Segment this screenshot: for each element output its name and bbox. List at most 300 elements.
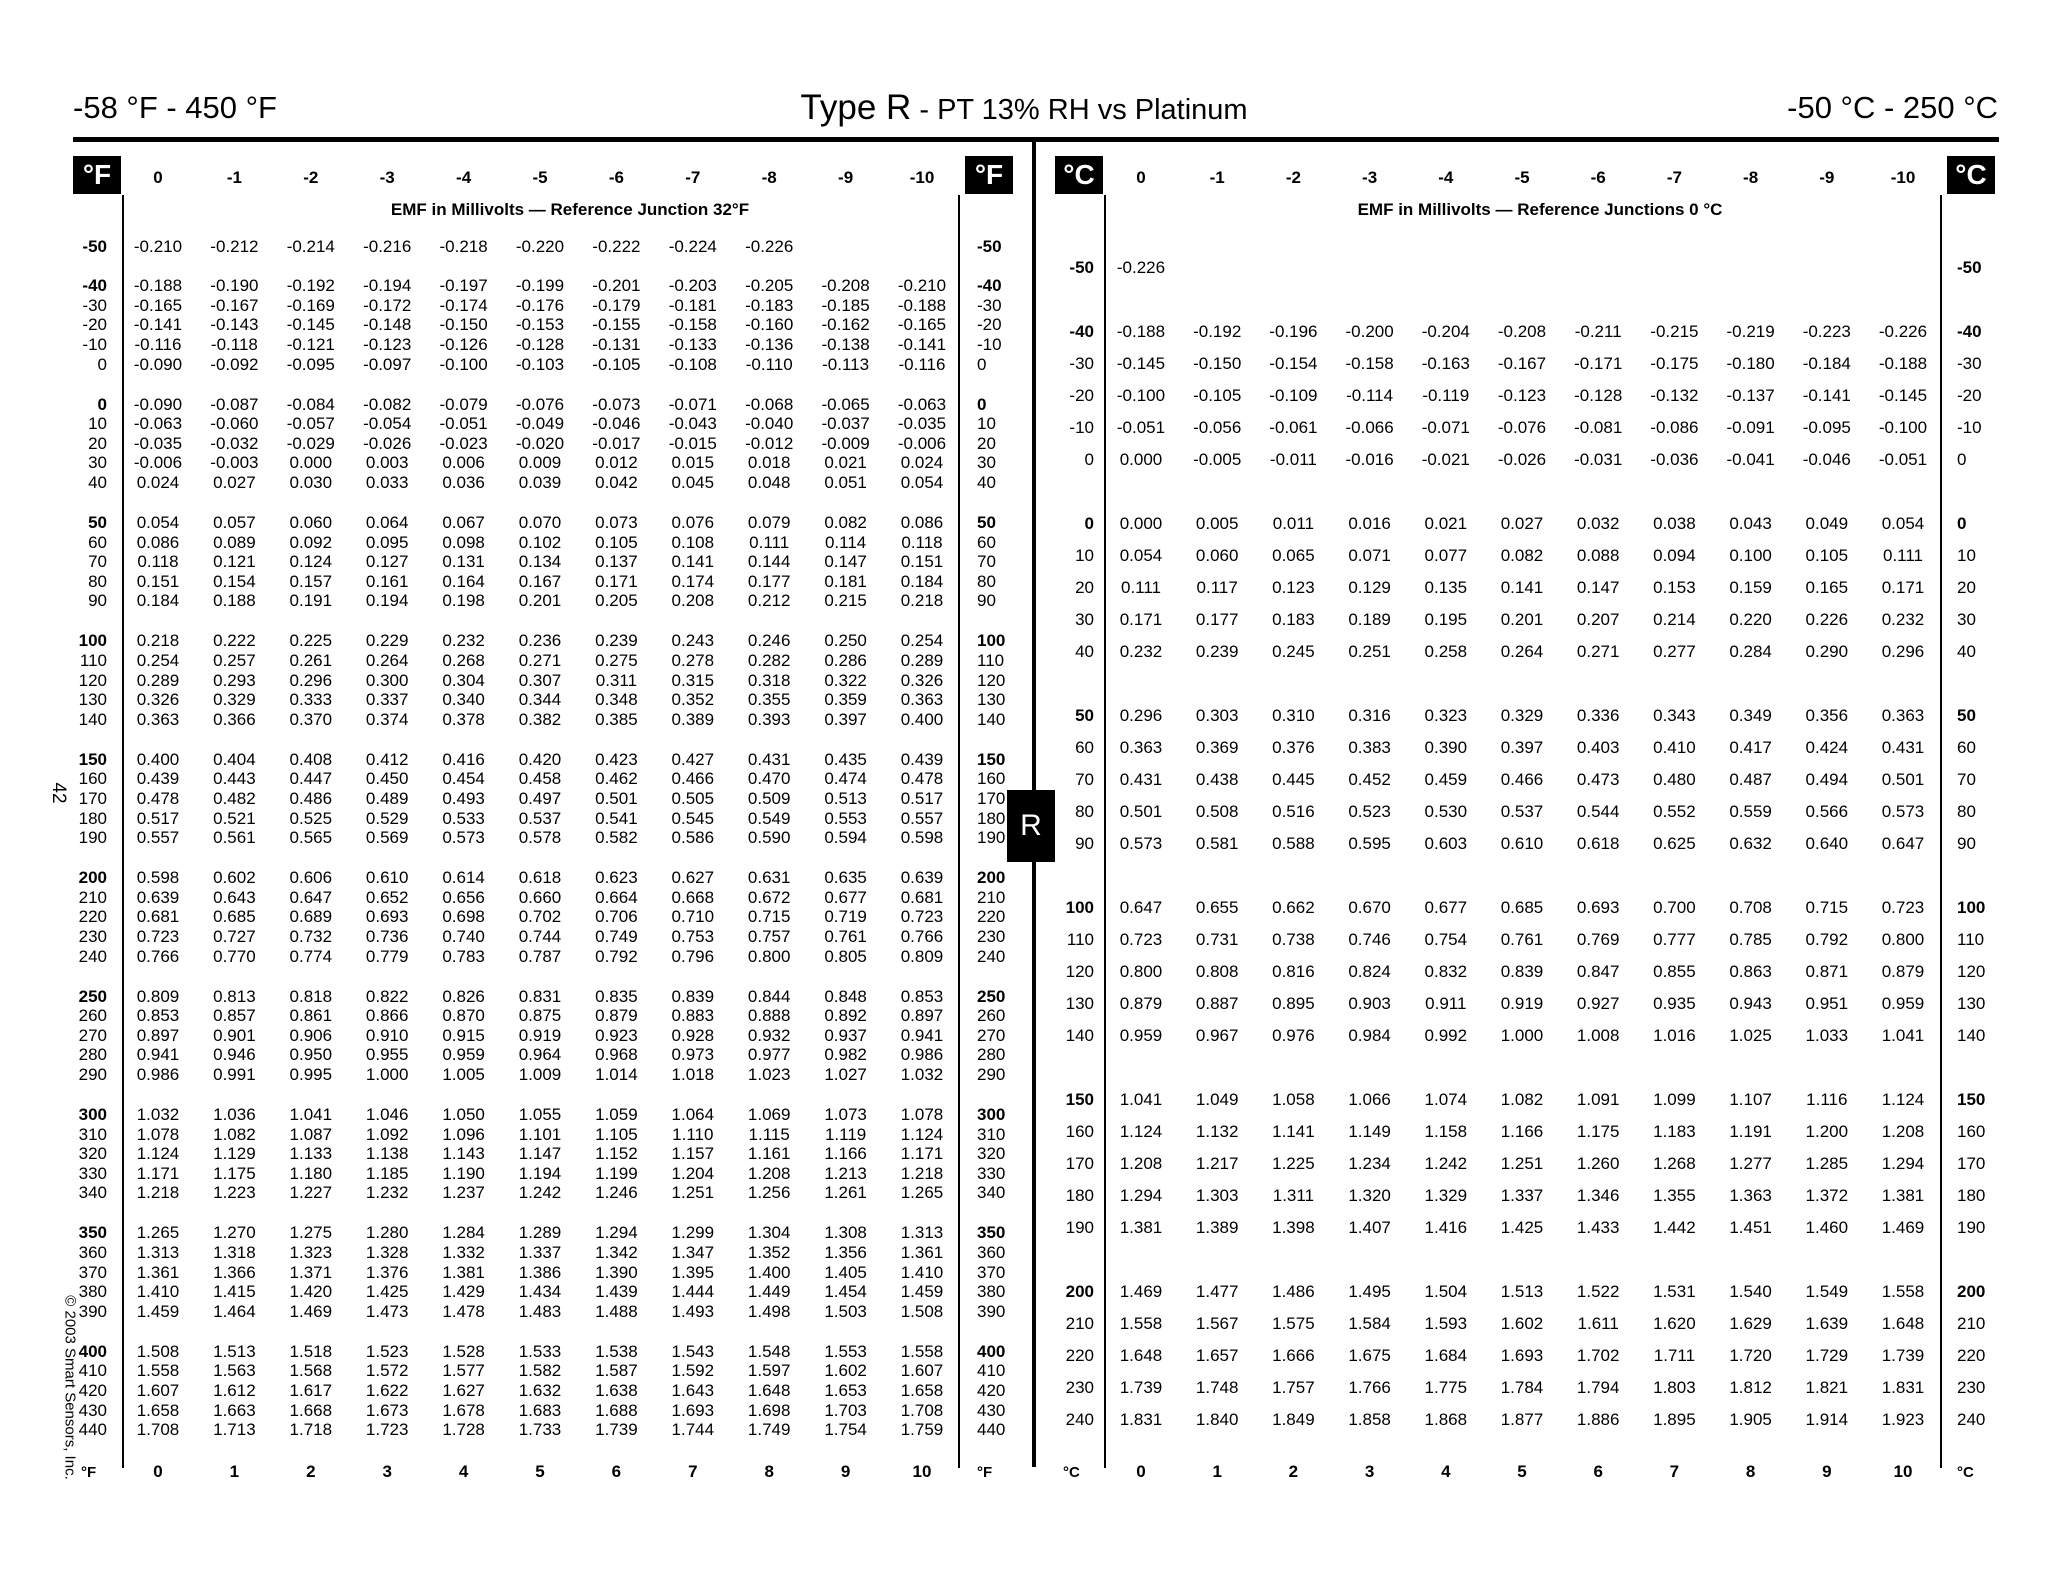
c-emf-cell: 0.544 xyxy=(1576,802,1620,821)
c-row-temp-right: 0 xyxy=(1957,514,1967,533)
c-emf-cell: 0.016 xyxy=(1348,514,1391,533)
f-emf-cell: 1.213 xyxy=(824,1163,867,1183)
c-emf-cell: 0.147 xyxy=(1576,578,1620,597)
f-emf-cell: 0.067 xyxy=(442,513,485,532)
f-emf-cell: 0.818 xyxy=(289,986,333,1006)
f-emf-cell: 0.509 xyxy=(747,789,791,808)
f-emf-cell: 0.420 xyxy=(518,749,562,769)
f-emf-cell: 0.656 xyxy=(442,887,485,907)
f-row-temp-left: 410 xyxy=(78,1361,107,1381)
f-emf-cell: 1.723 xyxy=(365,1420,409,1440)
c-emf-cell: 0.171 xyxy=(1119,610,1163,629)
f-emf-cell: -0.158 xyxy=(668,315,717,335)
f-emf-cell: 0.348 xyxy=(595,690,638,710)
f-emf-cell: 0.079 xyxy=(747,513,791,532)
f-emf-cell: 0.681 xyxy=(900,887,944,907)
c-emf-cell: 0.417 xyxy=(1729,738,1772,757)
f-emf-cell: 0.134 xyxy=(518,552,562,572)
c-emf-cell: 1.025 xyxy=(1729,1026,1772,1045)
f-emf-cell: 1.395 xyxy=(671,1262,715,1282)
f-emf-cell: 1.464 xyxy=(213,1301,256,1321)
c-emf-cell: 1.648 xyxy=(1119,1346,1163,1365)
f-emf-cell: 1.313 xyxy=(136,1243,180,1262)
c-emf-cell: 1.567 xyxy=(1195,1314,1239,1333)
f-emf-cell: -0.212 xyxy=(210,237,259,256)
f-emf-cell: 0.127 xyxy=(365,552,409,572)
f-emf-cell: 0.184 xyxy=(136,591,180,611)
f-row-temp-right: 280 xyxy=(977,1045,1006,1065)
f-emf-cell: -0.017 xyxy=(592,433,641,453)
f-emf-cell: -0.100 xyxy=(439,354,488,374)
c-emf-cell: 0.508 xyxy=(1195,802,1239,821)
copyright-notice: © 2003 Smart Sensors, Inc. xyxy=(61,1295,79,1480)
c-emf-cell: 0.588 xyxy=(1272,834,1315,853)
c-emf-cell: 1.099 xyxy=(1653,1090,1696,1109)
c-footer-header: 0 xyxy=(1136,1462,1146,1481)
f-emf-cell: 1.508 xyxy=(900,1301,944,1321)
f-emf-cell: 0.218 xyxy=(900,591,944,611)
f-emf-cell: 0.870 xyxy=(442,1006,485,1026)
f-emf-cell: -0.155 xyxy=(592,315,641,335)
c-emf-cell: 0.177 xyxy=(1195,610,1239,629)
c-emf-cell: 0.032 xyxy=(1576,514,1620,533)
f-emf-cell: 0.521 xyxy=(213,808,256,828)
f-row-temp-left: 390 xyxy=(78,1301,107,1321)
c-emf-cell: 0.832 xyxy=(1424,962,1468,981)
f-emf-cell: 0.086 xyxy=(900,513,944,532)
c-row-temp-left: -40 xyxy=(1069,322,1094,341)
f-emf-cell: 1.059 xyxy=(595,1105,638,1124)
c-emf-cell: 0.769 xyxy=(1576,930,1620,949)
c-emf-cell: 1.757 xyxy=(1272,1378,1315,1397)
f-row-temp-right: 370 xyxy=(977,1262,1006,1282)
f-emf-cell: 1.129 xyxy=(213,1144,256,1164)
f-emf-cell: 1.161 xyxy=(747,1144,791,1164)
c-emf-cell: 0.000 xyxy=(1119,450,1163,469)
f-emf-cell: 0.627 xyxy=(671,868,715,888)
f-emf-cell: -0.169 xyxy=(286,295,335,315)
f-emf-cell: 0.378 xyxy=(442,709,485,729)
f-emf-cell: 0.015 xyxy=(671,453,715,473)
f-row-temp-right: 50 xyxy=(977,513,996,532)
f-row-temp-right: 250 xyxy=(977,986,1006,1006)
f-emf-cell: -0.133 xyxy=(668,335,717,354)
c-emf-cell: 0.445 xyxy=(1272,770,1315,789)
f-emf-cell: 1.194 xyxy=(518,1163,562,1183)
f-row-temp-left: -40 xyxy=(82,276,107,296)
c-emf-cell: 0.171 xyxy=(1881,578,1925,597)
f-row-temp-right: 440 xyxy=(977,1420,1006,1440)
f-row-temp-right: 420 xyxy=(977,1381,1006,1400)
c-emf-cell: 1.821 xyxy=(1805,1378,1849,1397)
c-footer-header: 3 xyxy=(1364,1462,1375,1481)
f-emf-cell: 0.092 xyxy=(289,532,333,552)
f-emf-cell: 1.366 xyxy=(213,1262,256,1282)
f-emf-cell: -0.032 xyxy=(210,433,259,453)
f-emf-cell: 0.024 xyxy=(136,473,180,492)
f-emf-cell: 1.204 xyxy=(671,1163,715,1183)
f-emf-cell: 1.493 xyxy=(671,1301,715,1321)
f-emf-cell: 0.968 xyxy=(595,1045,638,1065)
f-emf-cell: 0.582 xyxy=(595,828,638,848)
f-row-temp-left: 200 xyxy=(78,868,107,888)
f-row-temp-right: 230 xyxy=(977,927,1006,946)
c-emf-cell: 0.165 xyxy=(1805,578,1849,597)
f-emf-cell: 0.643 xyxy=(213,887,256,907)
c-emf-cell: 0.290 xyxy=(1805,642,1849,661)
f-emf-cell: -0.029 xyxy=(286,433,335,453)
c-emf-cell: -0.137 xyxy=(1726,386,1775,405)
c-emf-cell: 1.041 xyxy=(1881,1026,1925,1045)
c-row-temp-right: -50 xyxy=(1957,258,1982,277)
c-emf-cell: -0.046 xyxy=(1802,450,1851,469)
c-emf-cell: -0.005 xyxy=(1193,450,1242,469)
c-emf-cell: 1.166 xyxy=(1500,1122,1544,1141)
f-emf-cell: 1.473 xyxy=(365,1301,409,1321)
f-emf-cell: 0.915 xyxy=(442,1025,485,1045)
f-row-temp-right: 350 xyxy=(977,1223,1006,1243)
f-emf-cell: 0.614 xyxy=(442,868,485,888)
c-emf-cell: 1.720 xyxy=(1729,1346,1772,1365)
f-emf-cell: 1.693 xyxy=(671,1400,715,1420)
f-emf-cell: 0.875 xyxy=(518,1006,562,1026)
c-right-rule xyxy=(1940,195,1942,1468)
c-emf-cell: 0.220 xyxy=(1729,610,1772,629)
c-emf-cell: 0.383 xyxy=(1348,738,1391,757)
f-emf-cell: -0.222 xyxy=(592,237,641,256)
f-emf-cell: 1.627 xyxy=(442,1381,485,1400)
c-emf-cell: 0.792 xyxy=(1805,930,1849,949)
f-row-temp-left: 230 xyxy=(78,927,107,946)
f-emf-cell: 0.668 xyxy=(671,887,715,907)
f-emf-cell: -0.145 xyxy=(286,315,335,335)
f-column-header: -1 xyxy=(226,168,242,187)
c-emf-cell: 0.329 xyxy=(1500,706,1544,725)
c-emf-cell: 1.337 xyxy=(1500,1186,1544,1205)
f-emf-cell: 1.256 xyxy=(747,1183,791,1203)
c-emf-cell: 1.008 xyxy=(1576,1026,1620,1045)
f-emf-cell: 1.023 xyxy=(747,1065,791,1084)
f-emf-cell: 0.892 xyxy=(824,1006,867,1026)
f-emf-cell: 1.073 xyxy=(824,1105,867,1124)
c-emf-cell: 0.195 xyxy=(1424,610,1468,629)
f-column-header: -4 xyxy=(456,168,472,187)
f-emf-cell: 1.157 xyxy=(671,1144,715,1164)
f-emf-cell: 0.164 xyxy=(442,571,485,591)
c-row-temp-right: 110 xyxy=(1957,930,1985,949)
f-emf-cell: -0.035 xyxy=(897,414,947,434)
f-emf-cell: -0.220 xyxy=(515,237,565,256)
c-emf-cell: 0.349 xyxy=(1729,706,1772,725)
c-row-temp-right: -20 xyxy=(1957,386,1982,405)
f-row-temp-right: 120 xyxy=(977,670,1006,690)
f-emf-cell: 0.057 xyxy=(213,513,256,532)
f-row-temp-right: 310 xyxy=(977,1124,1006,1144)
c-emf-cell: 1.648 xyxy=(1881,1314,1925,1333)
f-row-temp-left: 80 xyxy=(88,571,107,591)
c-emf-cell: 0.951 xyxy=(1805,994,1849,1013)
f-emf-cell: 0.076 xyxy=(671,513,715,532)
c-emf-cell: 0.566 xyxy=(1805,802,1849,821)
f-emf-cell: -0.009 xyxy=(821,433,870,453)
c-row-temp-left: 70 xyxy=(1075,770,1094,789)
f-emf-cell: 0.879 xyxy=(595,1006,638,1026)
f-emf-cell: 0.315 xyxy=(671,670,715,690)
f-row-temp-right: -20 xyxy=(977,315,1002,335)
f-emf-cell: 0.959 xyxy=(442,1045,485,1065)
c-row-temp-left: -20 xyxy=(1069,386,1094,405)
f-emf-cell: 0.727 xyxy=(213,927,256,946)
f-emf-cell: 0.685 xyxy=(213,907,256,927)
c-emf-cell: 0.943 xyxy=(1729,994,1772,1013)
c-emf-cell: 0.516 xyxy=(1272,802,1315,821)
f-column-header: 0 xyxy=(153,168,163,187)
f-emf-cell: 1.648 xyxy=(747,1381,791,1400)
c-emf-cell: 1.260 xyxy=(1576,1154,1620,1173)
f-emf-cell: 1.246 xyxy=(595,1183,638,1203)
c-emf-cell: -0.011 xyxy=(1269,450,1317,469)
c-emf-cell: 1.208 xyxy=(1119,1154,1163,1173)
f-emf-cell: 0.102 xyxy=(518,532,562,552)
c-emf-cell: -0.100 xyxy=(1116,386,1166,405)
f-emf-cell: -0.201 xyxy=(592,276,641,296)
f-emf-cell: -0.108 xyxy=(668,354,717,374)
c-row-temp-left: 30 xyxy=(1075,610,1094,629)
c-emf-cell: -0.100 xyxy=(1878,418,1928,437)
c-emf-cell: -0.226 xyxy=(1116,258,1166,277)
f-emf-cell: -0.065 xyxy=(821,394,870,414)
c-emf-cell: 1.923 xyxy=(1881,1410,1925,1429)
f-emf-cell: 0.311 xyxy=(595,670,638,690)
c-emf-cell: -0.219 xyxy=(1726,322,1775,341)
f-emf-cell: -0.167 xyxy=(210,295,259,315)
c-row-temp-right: 210 xyxy=(1957,1314,1986,1333)
c-emf-cell: 0.473 xyxy=(1576,770,1620,789)
f-column-header: -7 xyxy=(685,168,701,187)
f-emf-cell: 0.693 xyxy=(365,907,409,927)
f-emf-cell: -0.057 xyxy=(286,414,335,434)
c-row-temp-left: 20 xyxy=(1075,578,1094,597)
f-emf-cell: 1.078 xyxy=(900,1105,944,1124)
c-emf-cell: 0.296 xyxy=(1881,642,1925,661)
f-emf-cell: 0.761 xyxy=(824,927,867,946)
c-emf-cell: 0.847 xyxy=(1576,962,1620,981)
f-emf-cell: 0.883 xyxy=(671,1006,715,1026)
c-emf-cell: 0.232 xyxy=(1881,610,1925,629)
c-emf-cell: 0.501 xyxy=(1881,770,1925,789)
c-emf-cell: 0.336 xyxy=(1576,706,1620,725)
f-emf-cell: 0.977 xyxy=(747,1045,791,1065)
c-emf-cell: 0.403 xyxy=(1576,738,1620,757)
f-emf-cell: 0.045 xyxy=(671,473,715,492)
f-emf-cell: -0.090 xyxy=(133,394,183,414)
f-emf-cell: 0.121 xyxy=(213,552,256,572)
f-emf-cell: -0.071 xyxy=(668,394,717,414)
f-emf-cell: -0.214 xyxy=(286,237,335,256)
f-emf-cell: 0.048 xyxy=(747,473,791,492)
f-emf-cell: 1.698 xyxy=(747,1400,791,1420)
c-emf-cell: 1.346 xyxy=(1576,1186,1620,1205)
f-emf-cell: 1.577 xyxy=(442,1361,485,1381)
c-emf-cell: -0.154 xyxy=(1269,354,1318,373)
f-emf-cell: 0.602 xyxy=(213,868,256,888)
c-emf-cell: -0.041 xyxy=(1726,450,1775,469)
c-row-temp-left: 170 xyxy=(1065,1154,1094,1173)
f-emf-cell: 0.018 xyxy=(747,453,791,473)
f-emf-cell: 0.363 xyxy=(900,690,944,710)
f-emf-cell: 0.261 xyxy=(289,651,333,670)
f-emf-cell: 1.308 xyxy=(824,1223,867,1243)
f-row-temp-left: 20 xyxy=(88,433,107,453)
c-emf-cell: 0.054 xyxy=(1881,514,1925,533)
f-emf-cell: 0.236 xyxy=(518,631,562,651)
f-row-temp-left: 260 xyxy=(78,1006,107,1026)
f-emf-cell: -0.128 xyxy=(515,335,565,354)
f-emf-cell: 1.410 xyxy=(136,1282,180,1302)
c-emf-cell: -0.141 xyxy=(1802,386,1851,405)
f-emf-cell: 0.848 xyxy=(824,986,867,1006)
f-row-temp-right: 170 xyxy=(977,789,1006,808)
c-emf-cell: 0.723 xyxy=(1881,898,1925,917)
c-emf-cell: 1.183 xyxy=(1653,1122,1696,1141)
c-row-temp-right: 140 xyxy=(1957,1026,1986,1045)
c-row-temp-right: 90 xyxy=(1957,834,1976,853)
c-emf-cell: -0.145 xyxy=(1116,354,1166,373)
c-column-header: -9 xyxy=(1819,168,1835,187)
c-emf-cell: 1.558 xyxy=(1881,1282,1925,1301)
f-emf-cell: 0.286 xyxy=(824,651,867,670)
f-emf-cell: -0.095 xyxy=(286,354,335,374)
f-emf-cell: 1.688 xyxy=(595,1400,638,1420)
c-row-temp-left: 200 xyxy=(1065,1282,1094,1301)
f-emf-cell: -0.172 xyxy=(363,295,412,315)
c-emf-cell: 0.559 xyxy=(1729,802,1772,821)
f-emf-cell: 1.347 xyxy=(671,1243,715,1262)
f-emf-cell: 0.919 xyxy=(518,1025,562,1045)
f-row-temp-left: 170 xyxy=(78,789,107,808)
f-emf-cell: 0.681 xyxy=(136,907,180,927)
f-emf-cell: -0.068 xyxy=(745,394,794,414)
f-emf-cell: 1.299 xyxy=(671,1223,715,1243)
f-emf-cell: 1.434 xyxy=(518,1282,562,1302)
f-row-temp-right: 20 xyxy=(977,433,996,453)
c-column-header: -3 xyxy=(1362,168,1378,187)
c-emf-cell: 1.124 xyxy=(1119,1122,1163,1141)
f-emf-cell: 0.493 xyxy=(442,789,485,808)
f-emf-cell: 0.557 xyxy=(136,828,180,848)
f-row-temp-left: 110 xyxy=(79,651,107,670)
c-emf-cell: 1.416 xyxy=(1424,1218,1468,1237)
f-emf-cell: 0.450 xyxy=(365,769,409,789)
c-emf-cell: 1.016 xyxy=(1653,1026,1696,1045)
f-footer-header: 3 xyxy=(382,1462,392,1481)
f-footer-unit-right: °F xyxy=(977,1464,993,1481)
f-emf-cell: -0.087 xyxy=(210,394,259,414)
f-row-temp-left: 210 xyxy=(78,887,107,907)
f-column-header: -8 xyxy=(761,168,777,187)
f-row-temp-right: 90 xyxy=(977,591,996,611)
c-emf-cell: 0.077 xyxy=(1424,546,1468,565)
c-emf-cell: 1.831 xyxy=(1881,1378,1925,1397)
c-emf-cell: 0.226 xyxy=(1805,610,1849,629)
c-footer-header: 10 xyxy=(1893,1462,1913,1481)
f-emf-cell: -0.194 xyxy=(363,276,412,296)
c-table-subtitle: EMF in Millivolts — Reference Junctions 0 °C xyxy=(1357,200,1723,219)
c-emf-cell: 1.675 xyxy=(1348,1346,1391,1365)
f-row-temp-left: 100 xyxy=(78,631,107,651)
f-emf-cell: 0.141 xyxy=(671,552,715,572)
f-emf-cell: -0.043 xyxy=(668,414,717,434)
c-row-temp-left: 120 xyxy=(1065,962,1094,981)
f-emf-cell: 1.036 xyxy=(213,1105,256,1124)
c-emf-cell: 1.329 xyxy=(1424,1186,1468,1205)
f-row-temp-left: 370 xyxy=(78,1262,107,1282)
f-emf-cell: 0.184 xyxy=(900,571,944,591)
f-emf-cell: 0.250 xyxy=(824,631,867,651)
c-emf-cell: 0.065 xyxy=(1272,546,1315,565)
f-emf-cell: 0.501 xyxy=(595,789,638,808)
f-emf-cell: 0.340 xyxy=(442,690,485,710)
f-row-temp-right: 240 xyxy=(977,946,1006,966)
f-emf-cell: 1.733 xyxy=(518,1420,562,1440)
f-emf-cell: 0.177 xyxy=(747,571,791,591)
c-row-temp-right: -40 xyxy=(1957,322,1982,341)
c-row-temp-left: 80 xyxy=(1075,802,1094,821)
c-emf-cell: 1.775 xyxy=(1424,1378,1468,1397)
c-emf-cell: 1.082 xyxy=(1500,1090,1544,1109)
f-emf-cell: 1.050 xyxy=(442,1105,485,1124)
f-emf-cell: 1.361 xyxy=(136,1262,180,1282)
f-emf-cell: 0.137 xyxy=(595,552,638,572)
c-emf-cell: 1.000 xyxy=(1500,1026,1544,1045)
f-emf-cell: 0.757 xyxy=(747,927,791,946)
c-emf-cell: 0.239 xyxy=(1195,642,1239,661)
f-emf-cell: 0.171 xyxy=(595,571,638,591)
c-emf-cell: 1.268 xyxy=(1653,1154,1696,1173)
c-emf-cell: 1.849 xyxy=(1272,1410,1315,1429)
f-emf-cell: 0.635 xyxy=(824,868,867,888)
f-emf-cell: 1.166 xyxy=(824,1144,867,1164)
c-emf-cell: 1.251 xyxy=(1500,1154,1544,1173)
f-emf-cell: 0.282 xyxy=(747,651,791,670)
f-emf-cell: 0.124 xyxy=(289,552,333,572)
f-emf-cell: 0.710 xyxy=(671,907,715,927)
f-column-header: -6 xyxy=(608,168,624,187)
f-emf-cell: 1.478 xyxy=(442,1301,485,1321)
f-emf-cell: 1.444 xyxy=(671,1282,715,1302)
f-emf-cell: -0.208 xyxy=(821,276,870,296)
c-emf-cell: 0.573 xyxy=(1119,834,1163,853)
f-emf-cell: 0.042 xyxy=(595,473,638,492)
f-row-temp-right: 260 xyxy=(977,1006,1006,1026)
c-footer-header: 5 xyxy=(1517,1462,1527,1481)
f-emf-cell: 1.386 xyxy=(518,1262,562,1282)
c-emf-cell: -0.175 xyxy=(1650,354,1699,373)
f-emf-cell: 1.415 xyxy=(213,1282,256,1302)
c-emf-cell: -0.036 xyxy=(1650,450,1699,469)
c-emf-cell: 0.111 xyxy=(1882,546,1924,565)
f-emf-cell: 0.054 xyxy=(136,513,180,532)
c-emf-cell: 0.105 xyxy=(1805,546,1849,565)
c-emf-cell: -0.051 xyxy=(1878,450,1928,469)
f-emf-cell: -0.148 xyxy=(363,315,412,335)
f-emf-cell: 0.009 xyxy=(518,453,562,473)
f-emf-cell: 0.337 xyxy=(365,690,409,710)
c-emf-cell: 1.469 xyxy=(1881,1218,1925,1237)
f-emf-cell: -0.040 xyxy=(745,414,794,434)
f-emf-cell: 1.607 xyxy=(900,1361,944,1381)
f-emf-cell: 0.359 xyxy=(824,690,867,710)
